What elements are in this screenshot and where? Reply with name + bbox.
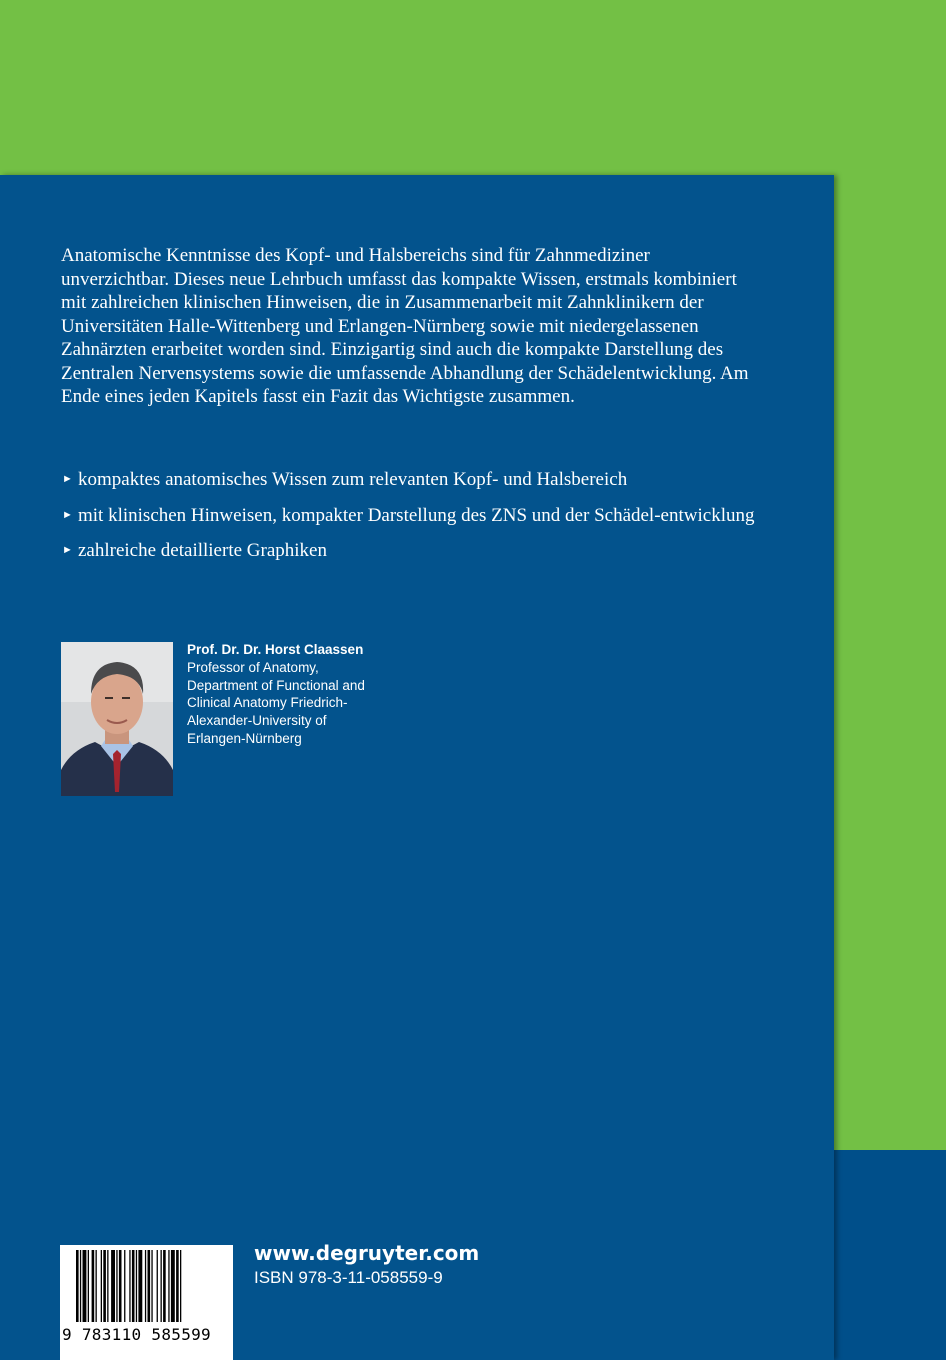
barcode-bar	[129, 1250, 130, 1322]
triangle-right-icon: ►	[62, 544, 73, 556]
barcode-bar	[145, 1250, 146, 1322]
barcode-bar	[138, 1250, 142, 1322]
barcode-bar	[161, 1250, 162, 1322]
barcode-digits: 9 783110 585599	[62, 1325, 211, 1344]
feature-item	[61, 468, 761, 492]
publisher-website[interactable]: www.degruyter.com	[254, 1241, 480, 1265]
barcode-bar	[132, 1250, 135, 1322]
barcode-bar	[180, 1250, 181, 1322]
barcode-bar	[103, 1250, 106, 1322]
feature-text: mit klinischen Hinweisen, kompakter Darstellung des ZNS und der Schädel-entwicklung	[78, 504, 755, 526]
author-bio: Professor of Anatomy, Department of Functional and Clinical Anatomy Friedrich- Alexander-University of Erlangen-Nürnberg	[187, 659, 365, 746]
barcode-bar	[136, 1250, 137, 1322]
book-description: Anatomische Kenntnisse des Kopf- und Halsbereichs sind für Zahnmediziner unverzichtbar. Dieses neue Lehrbuch umfasst das kompakte Wissen, erstmals kombiniert mit zahlreichen klinischen Hinweisen, die in Zusammenarbeit mit Zahnklinikern der Universitäten Halle-Wittenberg und Erlangen-Nürnberg sowie mit niedergelassenen Zahnärzten erarbeitet worden sind. Einzigartig sind auch die kompakte Darstellung des Zentralen Nervensystems sowie die umfassende Abhandlung der Schädelentwicklung. Am Ende eines jeden Kapitels fasst ein Fazit das Wichtigste zusammen.	[61, 245, 749, 407]
feature-item	[61, 504, 761, 528]
isbn-number: ISBN 978-3-11-058559-9	[254, 1268, 443, 1287]
feature-text: zahlreiche detaillierte Graphiken	[78, 540, 327, 561]
barcode-bar	[151, 1250, 152, 1322]
barcode-bar	[124, 1250, 125, 1322]
barcode-bar	[83, 1250, 87, 1322]
barcode-bar	[176, 1250, 179, 1322]
barcode-bar	[88, 1250, 89, 1322]
barcode-bar	[92, 1250, 95, 1322]
author-info	[187, 641, 417, 748]
barcode-bar	[116, 1250, 117, 1322]
barcode-bar	[111, 1250, 115, 1322]
barcode-bar	[96, 1250, 97, 1322]
barcode-bar	[148, 1250, 151, 1322]
feature-text: kompaktes anatomisches Wissen zum relevanten Kopf- und Halsbereich	[78, 469, 628, 490]
isbn-barcode	[60, 1245, 233, 1360]
triangle-right-icon: ►	[62, 473, 73, 485]
barcode-bar	[171, 1250, 175, 1322]
bottom-right-blue-strip	[834, 1150, 946, 1360]
barcode-bar	[163, 1250, 166, 1322]
feature-item	[61, 539, 761, 563]
barcode-bar	[168, 1250, 169, 1322]
barcode-bar	[76, 1250, 79, 1322]
barcode-bar	[107, 1250, 108, 1322]
barcode-bar	[157, 1250, 158, 1322]
barcode-bars	[76, 1250, 216, 1322]
triangle-right-icon: ►	[62, 508, 73, 521]
feature-list	[61, 468, 761, 575]
barcode-bar	[119, 1250, 122, 1322]
author-name: Prof. Dr. Dr. Horst Claassen	[187, 642, 364, 657]
barcode-bar	[101, 1250, 102, 1322]
barcode-bar	[80, 1250, 81, 1322]
author-photo	[61, 642, 173, 796]
